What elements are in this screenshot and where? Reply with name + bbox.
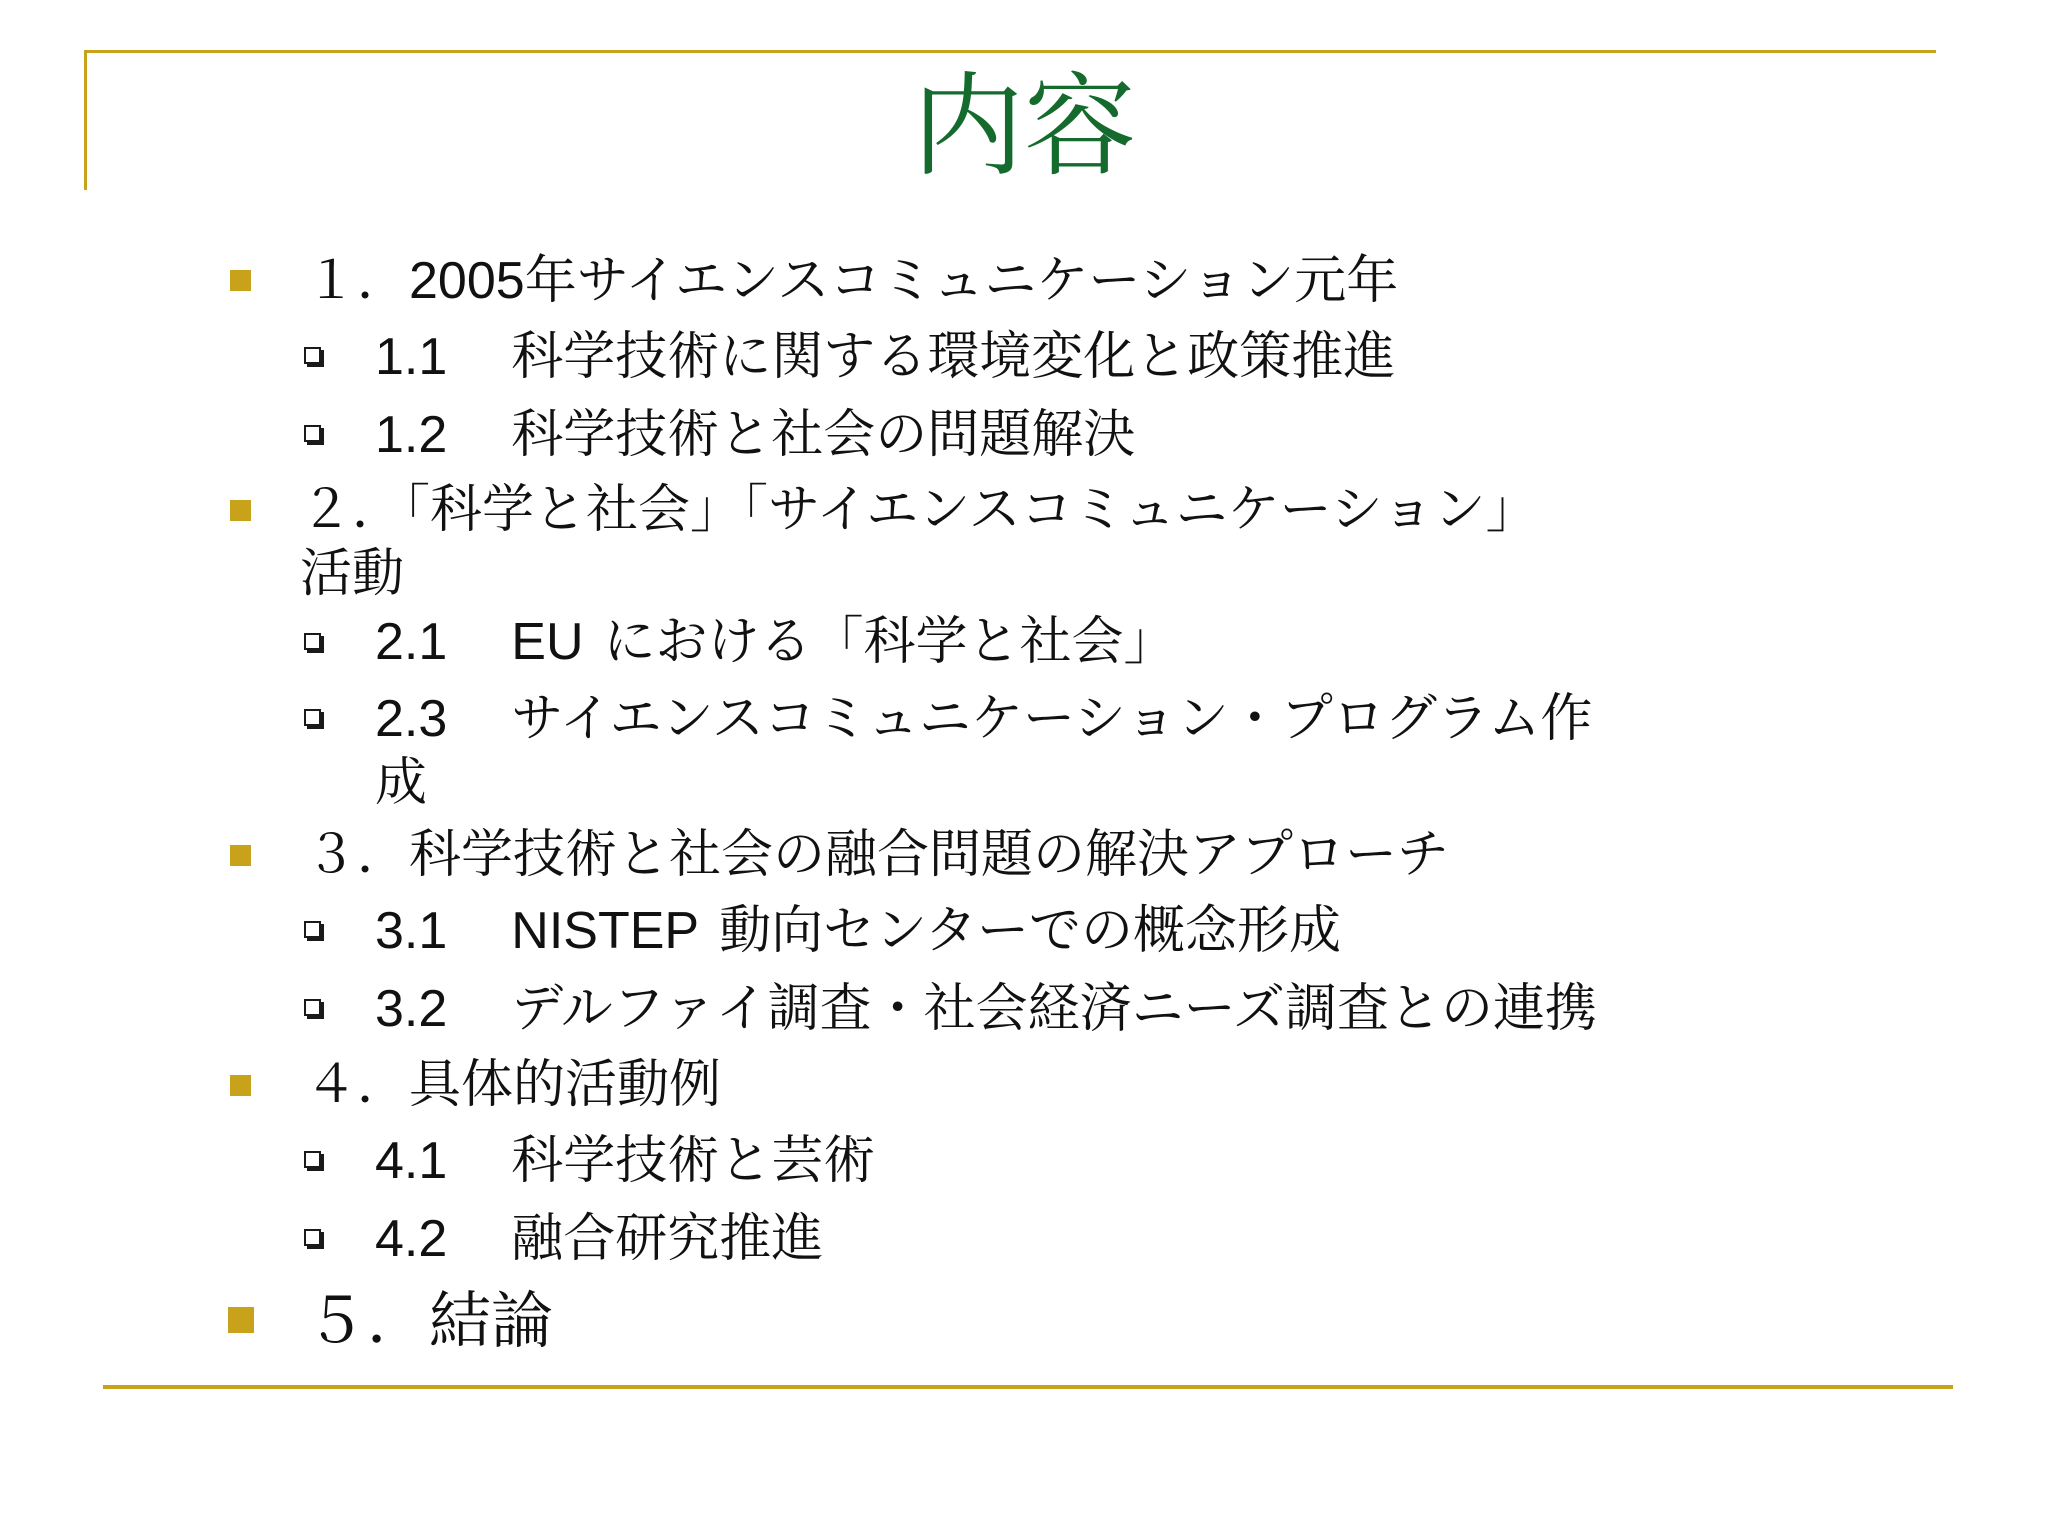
subitem-number: 3.2 bbox=[375, 980, 448, 1038]
subitem-text: 科学技術と社会の問題解決 bbox=[511, 405, 1136, 465]
subitem-number: 3.1 bbox=[375, 902, 448, 960]
subitem-abbr: NISTEP bbox=[511, 902, 700, 960]
subitem-text: 科学技術に関する環境変化と政策推進 bbox=[511, 327, 1396, 387]
subitem-text: 動向センターでの概念形成 bbox=[719, 901, 1342, 961]
subitem-number: 2.1 bbox=[375, 613, 448, 671]
square-bullet-icon bbox=[228, 1307, 254, 1333]
checkbox-bullet-icon bbox=[304, 1229, 321, 1246]
checkbox-bullet-icon bbox=[304, 425, 321, 442]
outline-subitem-2-3 bbox=[375, 687, 1592, 815]
item-1-prefix: １． bbox=[305, 251, 410, 311]
checkbox-bullet-icon bbox=[304, 921, 321, 938]
item-1-year: 2005 bbox=[409, 252, 525, 310]
subitem-number: 4.1 bbox=[375, 1132, 448, 1190]
outline-subitem-2-1 bbox=[375, 610, 1176, 674]
outline-subitem-3-2 bbox=[375, 977, 1597, 1041]
outline-subitem-1-1 bbox=[375, 325, 1395, 389]
subitem-number: 1.2 bbox=[375, 406, 448, 464]
item-4-text: ４．具体的活動例 bbox=[305, 1055, 722, 1115]
subitem-text-line-1: サイエンスコミュニケーション・プログラム作 bbox=[511, 689, 1593, 749]
subitem-text: 融合研究推進 bbox=[511, 1209, 824, 1269]
slide-title: 内容 bbox=[912, 62, 1136, 192]
subitem-text: 科学技術と芸術 bbox=[511, 1131, 876, 1191]
subitem-abbr: EU bbox=[511, 613, 584, 671]
subitem-text-line-2: 成 bbox=[375, 753, 428, 813]
outline-item-1 bbox=[305, 249, 1398, 313]
square-bullet-icon bbox=[230, 1075, 251, 1096]
square-bullet-icon bbox=[230, 500, 251, 521]
checkbox-bullet-icon bbox=[304, 633, 321, 650]
outline-item-2 bbox=[300, 478, 1538, 606]
checkbox-bullet-icon bbox=[304, 999, 321, 1016]
item-2-line-2: 活動 bbox=[300, 544, 405, 604]
checkbox-bullet-icon bbox=[304, 1151, 321, 1168]
item-2-line-1: ２．「科学と社会」「サイエンスコミュニケーション」 bbox=[300, 480, 1538, 540]
outline-subitem-1-2 bbox=[375, 403, 1135, 467]
item-1-text: 年サイエンスコミュニケーション元年 bbox=[524, 251, 1399, 311]
outline-subitem-3-1 bbox=[375, 899, 1341, 963]
subitem-number: 4.2 bbox=[375, 1210, 448, 1268]
item-5-text: ５．結論 bbox=[305, 1284, 554, 1357]
checkbox-bullet-icon bbox=[304, 347, 321, 364]
checkbox-bullet-icon bbox=[304, 709, 321, 726]
square-bullet-icon bbox=[230, 270, 251, 291]
square-bullet-icon bbox=[230, 845, 251, 866]
item-3-text: ３．科学技術と社会の融合問題の解決アプローチ bbox=[305, 825, 1450, 885]
subitem-text: における「科学と社会」 bbox=[603, 612, 1176, 672]
outline-item-4 bbox=[305, 1053, 721, 1117]
outline-subitem-4-2 bbox=[375, 1207, 823, 1271]
subitem-text: デルファイ調査・社会経済ニーズ調査との連携 bbox=[511, 979, 1598, 1039]
outline-item-3 bbox=[305, 823, 1449, 887]
outline-item-5 bbox=[305, 1283, 553, 1359]
subitem-number: 2.3 bbox=[375, 690, 448, 748]
outline-subitem-4-1 bbox=[375, 1129, 875, 1193]
subitem-number: 1.1 bbox=[375, 328, 448, 386]
